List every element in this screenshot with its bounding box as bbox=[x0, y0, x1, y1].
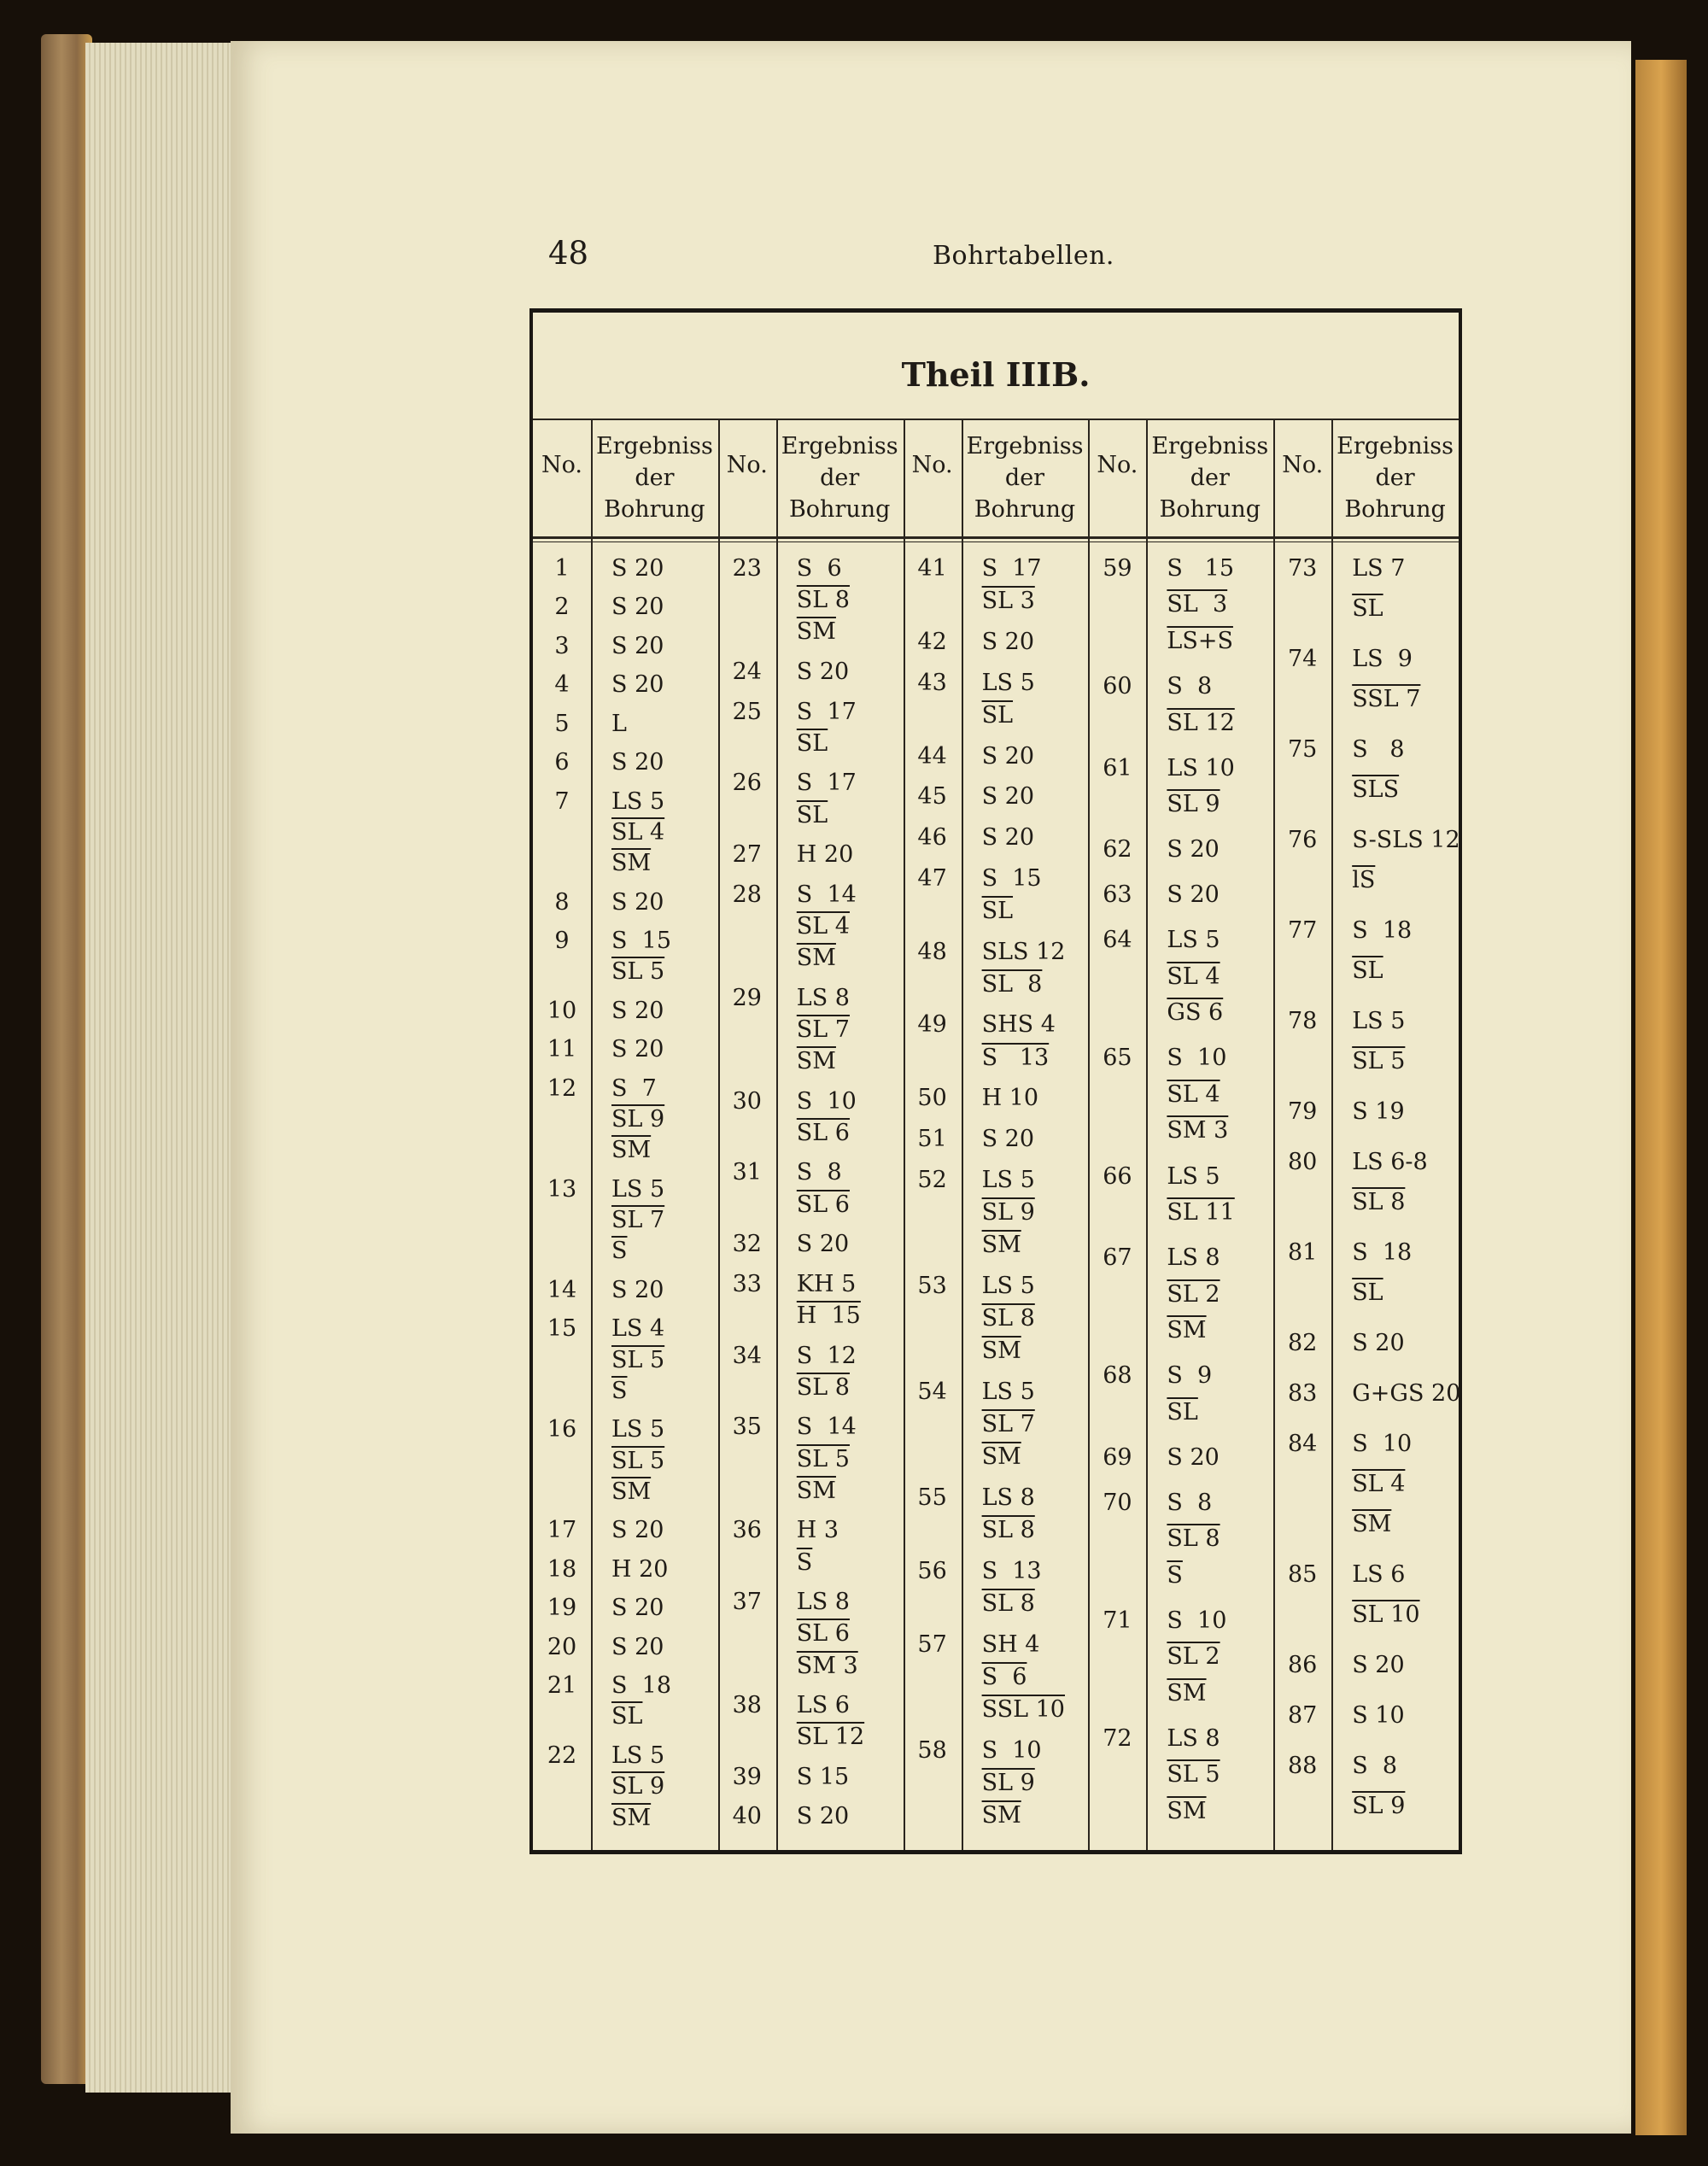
row-number: 79 bbox=[1288, 1098, 1318, 1126]
result-line: $\overline{SL}$ bbox=[796, 729, 828, 757]
row-number: 84 bbox=[1288, 1430, 1318, 1457]
result-line: SL 8 bbox=[981, 970, 1043, 998]
result-line: S 10 bbox=[1352, 1430, 1413, 1457]
result-line: S 20 bbox=[611, 888, 664, 916]
result-line: S 20 bbox=[981, 1126, 1035, 1153]
header-result-line: Ergebniss bbox=[1337, 433, 1454, 460]
row-number: 32 bbox=[732, 1231, 762, 1258]
result-line: S 17 bbox=[796, 770, 857, 797]
result-line: LS 8 bbox=[1167, 1724, 1220, 1752]
result-line: SL 9 bbox=[981, 1199, 1035, 1226]
row-number: 42 bbox=[917, 628, 947, 655]
header-result-line: Bohrung bbox=[1159, 496, 1261, 523]
result-line: SL 3 bbox=[1167, 591, 1228, 618]
header-no: No. bbox=[911, 452, 953, 478]
result-line: $\overline{SM}$ bbox=[796, 618, 836, 646]
row-number: 69 bbox=[1103, 1443, 1132, 1471]
book-spine bbox=[41, 34, 92, 2084]
row-number: 27 bbox=[732, 841, 762, 869]
result-line: SL 4 bbox=[1352, 1471, 1406, 1498]
result-line: S 8 bbox=[1167, 1489, 1213, 1516]
result-line: S 6 bbox=[796, 555, 842, 582]
row-number: 22 bbox=[547, 1742, 577, 1769]
result-line: S 18 bbox=[611, 1672, 672, 1700]
row-number: 82 bbox=[1288, 1330, 1318, 1357]
row-number: 6 bbox=[554, 749, 570, 776]
row-number: 56 bbox=[917, 1557, 947, 1584]
result-line: SL 9 bbox=[1167, 791, 1220, 818]
result-line: S 9 bbox=[1167, 1362, 1213, 1390]
result-line: S 13 bbox=[981, 1557, 1042, 1584]
header-result-line: Ergebniss bbox=[966, 433, 1084, 460]
result-line: $\overline{SM}$ bbox=[981, 1443, 1021, 1471]
result-line: S 20 bbox=[981, 783, 1035, 811]
row-number: 31 bbox=[732, 1159, 762, 1186]
group-divider bbox=[1273, 419, 1275, 1850]
result-line: S 20 bbox=[981, 823, 1035, 851]
result-line: $\overline{SM}$ bbox=[796, 1477, 836, 1504]
row-number: 21 bbox=[547, 1672, 577, 1700]
row-number: 81 bbox=[1288, 1239, 1318, 1267]
row-number: 77 bbox=[1288, 917, 1318, 945]
result-line: LS 5 bbox=[981, 1272, 1035, 1299]
header-top-rule bbox=[533, 419, 1459, 420]
row-number: 33 bbox=[732, 1270, 762, 1297]
result-line: S 20 bbox=[611, 1036, 664, 1063]
row-number: 62 bbox=[1103, 836, 1132, 863]
result-line: SSL 10 bbox=[981, 1696, 1065, 1724]
result-line: S 20 bbox=[1352, 1330, 1405, 1357]
row-number: 64 bbox=[1103, 927, 1132, 954]
row-number: 50 bbox=[917, 1085, 947, 1112]
row-number: 30 bbox=[732, 1087, 762, 1115]
header-result-line: Bohrung bbox=[604, 496, 705, 523]
result-line: S 20 bbox=[796, 1803, 850, 1830]
result-line: LS 9 bbox=[1352, 646, 1413, 673]
result-line: LS 4 bbox=[611, 1315, 665, 1343]
result-line: LS 5 bbox=[611, 1175, 665, 1203]
result-line: $\overline{SM}$ bbox=[981, 1232, 1021, 1259]
row-number: 49 bbox=[917, 1011, 947, 1039]
row-number: 17 bbox=[547, 1517, 577, 1544]
result-line: S 20 bbox=[611, 1276, 664, 1303]
result-line: SL 3 bbox=[981, 588, 1035, 615]
row-number: 40 bbox=[732, 1803, 762, 1830]
result-line: $\overline{SM}$ bbox=[611, 850, 652, 877]
header-bottom-rule bbox=[533, 536, 1459, 539]
result-line: SL 4 bbox=[796, 912, 850, 940]
row-number: 73 bbox=[1288, 555, 1318, 582]
result-line: $\overline{SL}$ bbox=[981, 897, 1014, 924]
header-result-line: Ergebniss bbox=[781, 433, 898, 460]
result-line: SL 12 bbox=[1167, 709, 1235, 736]
result-line: $\overline{SM}$ bbox=[796, 1048, 836, 1075]
row-number: 58 bbox=[917, 1736, 947, 1764]
result-line: H 3 bbox=[796, 1517, 839, 1544]
result-line: LS 8 bbox=[1167, 1244, 1220, 1272]
result-line: S 20 bbox=[611, 555, 664, 582]
result-line: S 20 bbox=[611, 1595, 664, 1622]
row-number: 26 bbox=[732, 770, 762, 797]
book-cover-edge bbox=[1635, 60, 1687, 2135]
row-number: 44 bbox=[917, 742, 947, 770]
row-number: 45 bbox=[917, 783, 947, 811]
row-number: 85 bbox=[1288, 1561, 1318, 1589]
row-number: 15 bbox=[547, 1315, 577, 1343]
result-line: $\overline{SL}$ bbox=[1167, 1398, 1198, 1425]
result-line: $\overline{SM}$ bbox=[1352, 1511, 1392, 1538]
header-result bbox=[1331, 430, 1459, 525]
result-line: $\overline{SL}$ bbox=[1352, 957, 1383, 985]
result-line: $\overline{SL}$ bbox=[1352, 1279, 1383, 1307]
result-line: S 15 bbox=[1167, 555, 1234, 582]
result-line: S 7 bbox=[611, 1074, 657, 1102]
result-line: SL 7 bbox=[981, 1411, 1035, 1438]
row-number: 57 bbox=[917, 1630, 947, 1658]
result-line: SL 6 bbox=[796, 1191, 850, 1218]
result-line: S 10 bbox=[1167, 1607, 1227, 1634]
result-line: SL 8 bbox=[796, 1373, 850, 1401]
result-line: SL 12 bbox=[796, 1724, 865, 1751]
result-line: $\overline{SM}$ bbox=[981, 1338, 1021, 1365]
result-line: SL 8 bbox=[981, 1590, 1035, 1618]
result-line: SL 4 bbox=[1167, 963, 1220, 990]
result-line: LS 6 bbox=[1352, 1561, 1406, 1589]
result-line: LS 5 bbox=[611, 1742, 665, 1769]
row-number: 52 bbox=[917, 1166, 947, 1193]
number-divider bbox=[1331, 419, 1333, 1850]
result-line: S 20 bbox=[611, 749, 664, 776]
result-line: S 19 bbox=[1352, 1098, 1405, 1126]
number-divider bbox=[591, 419, 593, 1850]
result-line: S 8 bbox=[1167, 673, 1213, 700]
result-line: $\overline{S}$ bbox=[611, 1238, 628, 1265]
result-line: S 20 bbox=[1167, 836, 1220, 863]
result-line: S 10 bbox=[1352, 1702, 1405, 1730]
result-line: S 17 bbox=[796, 698, 857, 725]
result-line: SL 8 bbox=[796, 587, 850, 614]
result-line: LS 8 bbox=[796, 984, 850, 1011]
row-number: 25 bbox=[732, 698, 762, 725]
result-line: S 15 bbox=[611, 928, 672, 955]
result-line: SL 8 bbox=[1167, 1525, 1220, 1553]
row-number: 65 bbox=[1103, 1045, 1132, 1072]
row-number: 86 bbox=[1288, 1652, 1318, 1679]
result-line: SHS 4 bbox=[981, 1011, 1056, 1039]
row-number: 70 bbox=[1103, 1489, 1132, 1516]
result-line: SL 5 bbox=[611, 1346, 665, 1373]
result-line: S 10 bbox=[796, 1087, 857, 1115]
result-line: SL 2 bbox=[1167, 1643, 1220, 1671]
row-number: 36 bbox=[732, 1517, 762, 1544]
row-number: 87 bbox=[1288, 1702, 1318, 1730]
row-number: 28 bbox=[732, 881, 762, 908]
result-line: S 14 bbox=[796, 881, 857, 908]
result-line: S 6 bbox=[981, 1664, 1027, 1691]
result-line: LS+S bbox=[1167, 627, 1233, 654]
result-line: SL 5 bbox=[611, 1447, 665, 1474]
row-number: 76 bbox=[1288, 827, 1318, 854]
result-line: S 20 bbox=[1352, 1652, 1405, 1679]
row-number: 37 bbox=[732, 1589, 762, 1616]
result-line: $\overline{lS}$ bbox=[1352, 867, 1376, 894]
result-line: H 15 bbox=[796, 1303, 861, 1329]
row-number: 67 bbox=[1103, 1244, 1132, 1272]
result-line: S 20 bbox=[611, 1633, 664, 1660]
row-number: 60 bbox=[1103, 673, 1132, 700]
row-number: 55 bbox=[917, 1484, 947, 1512]
result-line: LS 5 bbox=[981, 1378, 1035, 1405]
group-divider bbox=[718, 419, 720, 1850]
header-result bbox=[776, 430, 904, 525]
header-result bbox=[1146, 430, 1273, 525]
row-number: 14 bbox=[547, 1276, 577, 1303]
header-no: No. bbox=[541, 452, 582, 478]
result-line: LS 10 bbox=[1167, 754, 1235, 782]
row-number: 71 bbox=[1103, 1607, 1132, 1634]
row-number: 59 bbox=[1103, 555, 1132, 582]
header-result-line: Bohrung bbox=[788, 496, 891, 523]
header-result-line: der bbox=[1190, 465, 1230, 491]
result-line: SH 4 bbox=[981, 1630, 1040, 1658]
header-result-line: der bbox=[820, 465, 860, 491]
row-number: 53 bbox=[917, 1272, 947, 1299]
result-line: LS 5 bbox=[1352, 1008, 1406, 1035]
result-line: LS 5 bbox=[981, 669, 1035, 696]
row-number: 68 bbox=[1103, 1362, 1132, 1390]
row-number: 43 bbox=[917, 669, 947, 696]
result-line: S 8 bbox=[1352, 1752, 1398, 1779]
row-number: 39 bbox=[732, 1763, 762, 1790]
result-line: GS 6 bbox=[1167, 999, 1224, 1027]
result-line: SL 9 bbox=[981, 1770, 1035, 1797]
row-number: 54 bbox=[917, 1378, 947, 1405]
row-number: 63 bbox=[1103, 881, 1132, 909]
row-number: 48 bbox=[917, 938, 947, 965]
result-line: $\overline{SM}$ bbox=[611, 1478, 652, 1506]
result-line: LS 5 bbox=[981, 1166, 1035, 1193]
result-line: SM 3 bbox=[1167, 1117, 1229, 1144]
result-line: S 20 bbox=[981, 628, 1035, 655]
result-line: $\overline{S}$ bbox=[611, 1377, 628, 1404]
result-line: S 20 bbox=[1167, 881, 1220, 909]
result-line: LS 8 bbox=[796, 1589, 850, 1616]
result-line: S 20 bbox=[981, 742, 1035, 770]
row-number: 9 bbox=[554, 928, 570, 955]
result-line: S 20 bbox=[611, 1517, 664, 1544]
number-divider bbox=[962, 419, 963, 1850]
result-line: S 18 bbox=[1352, 917, 1413, 945]
running-head: Bohrtabellen. bbox=[933, 241, 1114, 271]
row-number: 8 bbox=[554, 888, 570, 916]
result-line: S 20 bbox=[611, 594, 664, 621]
result-line: L bbox=[611, 710, 627, 737]
table-title: Theil IIIB. bbox=[901, 355, 1091, 394]
row-number: 35 bbox=[732, 1414, 762, 1441]
result-line: S 20 bbox=[611, 997, 664, 1024]
row-number: 24 bbox=[732, 659, 762, 685]
row-number: 41 bbox=[917, 555, 947, 582]
result-line: $\overline{SM}$ bbox=[1167, 1679, 1207, 1706]
result-line: SL 8 bbox=[981, 1517, 1035, 1544]
row-number: 75 bbox=[1288, 736, 1318, 764]
row-number: 38 bbox=[732, 1692, 762, 1719]
header-no: No. bbox=[1282, 452, 1324, 478]
result-line: LS 6-8 bbox=[1352, 1149, 1428, 1176]
result-line: LS 7 bbox=[1352, 555, 1406, 582]
result-line: LS 6 bbox=[796, 1692, 850, 1719]
result-line: $\overline{SL}$ bbox=[1352, 595, 1383, 623]
result-line: SSL 7 bbox=[1352, 686, 1421, 713]
result-line: $\overline{S}$ bbox=[796, 1548, 813, 1576]
header-result-line: Bohrung bbox=[974, 496, 1076, 523]
result-line: SM 3 bbox=[796, 1652, 858, 1679]
row-number: 16 bbox=[547, 1416, 577, 1443]
header-result-line: der bbox=[1375, 465, 1415, 491]
header-result bbox=[962, 430, 1089, 525]
result-line: S 20 bbox=[611, 671, 664, 699]
row-number: 46 bbox=[917, 823, 947, 851]
result-line: $\overline{SM}$ bbox=[981, 1802, 1021, 1829]
result-line: S 20 bbox=[796, 1231, 850, 1258]
result-line: $\overline{S}$ bbox=[1167, 1561, 1183, 1589]
result-line: $\overline{SLS}$ bbox=[1352, 776, 1400, 804]
header-result bbox=[591, 430, 718, 525]
result-line: $\overline{SM}$ bbox=[611, 1804, 652, 1831]
page-edges bbox=[85, 43, 239, 2093]
row-number: 3 bbox=[554, 632, 570, 659]
result-line: $\overline{SL}$ bbox=[796, 801, 828, 828]
result-line: SL 2 bbox=[1167, 1280, 1220, 1308]
header-result-line: Ergebniss bbox=[595, 433, 713, 460]
row-number: 72 bbox=[1103, 1724, 1132, 1752]
row-number: 10 bbox=[547, 997, 577, 1024]
row-number: 80 bbox=[1288, 1149, 1318, 1176]
row-number: 2 bbox=[554, 594, 570, 621]
header-result-line: Ergebniss bbox=[1151, 433, 1269, 460]
row-number: 61 bbox=[1103, 754, 1132, 782]
result-line: SL 5 bbox=[1352, 1048, 1406, 1075]
result-line: G+GS 20 bbox=[1352, 1380, 1461, 1408]
result-line: $\overline{SM}$ bbox=[1167, 1317, 1207, 1344]
result-line: SL 4 bbox=[611, 818, 665, 846]
row-number: 5 bbox=[554, 710, 570, 737]
result-line: S-SLS 12 bbox=[1352, 827, 1460, 854]
number-divider bbox=[1146, 419, 1148, 1850]
header-result-line: der bbox=[1004, 465, 1045, 491]
row-number: 19 bbox=[547, 1595, 577, 1622]
row-number: 13 bbox=[547, 1175, 577, 1203]
result-line: SL 5 bbox=[1167, 1761, 1220, 1788]
result-line: S 15 bbox=[796, 1763, 850, 1790]
result-line: SL 6 bbox=[796, 1119, 850, 1146]
result-line: $\overline{SL}$ bbox=[611, 1703, 643, 1730]
result-line: S 14 bbox=[796, 1414, 857, 1441]
result-line: $\overline{SM}$ bbox=[611, 1137, 652, 1164]
row-number: 1 bbox=[554, 555, 570, 582]
result-line: S 10 bbox=[1167, 1045, 1227, 1072]
result-line: SL 7 bbox=[611, 1207, 665, 1234]
result-line: SL 5 bbox=[796, 1445, 850, 1472]
row-number: 88 bbox=[1288, 1752, 1318, 1779]
result-line: LS 5 bbox=[611, 1416, 665, 1443]
result-line: SL 8 bbox=[981, 1305, 1035, 1332]
result-line: SL 5 bbox=[611, 958, 665, 986]
result-line: SL 10 bbox=[1352, 1601, 1420, 1629]
result-line: $\overline{SL}$ bbox=[981, 701, 1014, 729]
row-number: 29 bbox=[732, 984, 762, 1011]
row-number: 74 bbox=[1288, 646, 1318, 673]
result-line: S 8 bbox=[796, 1159, 842, 1186]
header-no: No. bbox=[1097, 452, 1138, 478]
result-line: S 18 bbox=[1352, 1239, 1413, 1267]
row-number: 20 bbox=[547, 1633, 577, 1660]
header-result-line: Bohrung bbox=[1344, 496, 1446, 523]
result-line: KH 5 bbox=[796, 1270, 857, 1297]
row-number: 83 bbox=[1288, 1380, 1318, 1408]
result-line: SL 4 bbox=[1167, 1080, 1220, 1108]
row-number: 11 bbox=[547, 1036, 577, 1063]
row-number: 51 bbox=[917, 1126, 947, 1153]
result-line: SL 9 bbox=[611, 1773, 665, 1800]
result-line: LS 5 bbox=[611, 787, 665, 815]
result-line: S 10 bbox=[981, 1736, 1042, 1764]
row-number: 18 bbox=[547, 1555, 577, 1583]
result-line: S 20 bbox=[611, 632, 664, 659]
result-line: SL 7 bbox=[796, 1016, 850, 1043]
result-line: S 17 bbox=[981, 555, 1042, 582]
result-line: S 13 bbox=[981, 1044, 1050, 1071]
result-line: SL 9 bbox=[1352, 1793, 1406, 1820]
page-number: 48 bbox=[548, 235, 589, 272]
bore-table bbox=[529, 308, 1462, 1854]
result-line: S 20 bbox=[1167, 1443, 1220, 1471]
result-line: H 10 bbox=[981, 1085, 1039, 1112]
header-result-line: der bbox=[635, 465, 675, 491]
row-number: 47 bbox=[917, 864, 947, 892]
result-line: SLS 12 bbox=[981, 938, 1066, 965]
result-line: SL 6 bbox=[796, 1620, 850, 1648]
row-number: 7 bbox=[554, 787, 570, 815]
result-line: SL 9 bbox=[611, 1105, 665, 1133]
result-line: H 20 bbox=[796, 841, 854, 869]
row-number: 34 bbox=[732, 1342, 762, 1369]
result-line: SL 11 bbox=[1167, 1199, 1235, 1226]
result-line: H 20 bbox=[611, 1555, 669, 1583]
row-number: 78 bbox=[1288, 1008, 1318, 1035]
result-line: LS 5 bbox=[1167, 927, 1220, 954]
result-line: LS 5 bbox=[1167, 1162, 1220, 1190]
row-number: 23 bbox=[732, 555, 762, 582]
row-number: 12 bbox=[547, 1074, 577, 1102]
header-no: No. bbox=[726, 452, 768, 478]
result-line: LS 8 bbox=[981, 1484, 1035, 1512]
result-line: S 8 bbox=[1352, 736, 1405, 764]
result-line: SL 8 bbox=[1352, 1189, 1406, 1216]
result-line: $\overline{SM}$ bbox=[796, 945, 836, 972]
row-number: 66 bbox=[1103, 1162, 1132, 1190]
result-line: S 20 bbox=[796, 659, 850, 685]
number-divider bbox=[776, 419, 778, 1850]
row-number: 4 bbox=[554, 671, 570, 699]
result-line: $\overline{SM}$ bbox=[1167, 1797, 1207, 1824]
result-line: S 12 bbox=[796, 1342, 857, 1369]
result-line: S 15 bbox=[981, 864, 1042, 892]
